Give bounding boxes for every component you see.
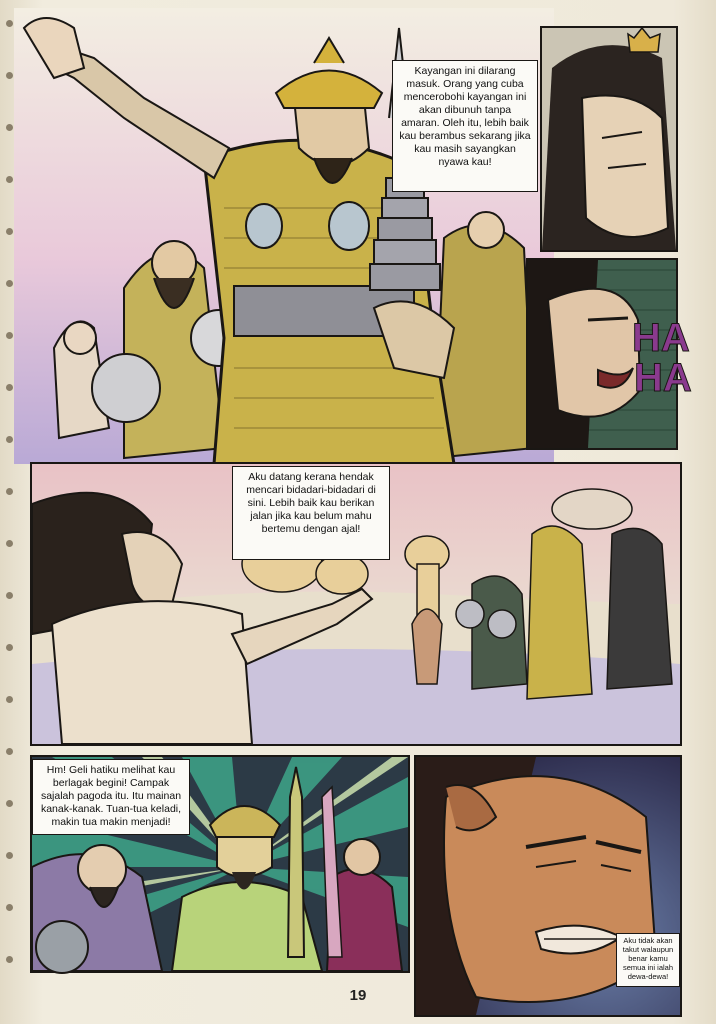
speech-bubble-general-mocking: Hm! Geli hatiku melihat kau berlagak begini! Campak sajalah pagoda itu. Itu mainan kanak-kanak. Tuan-tua keladi, makin tua makin menjadi! <box>32 759 190 835</box>
crowned-youth-illustration <box>542 28 676 250</box>
panel-general-green-burst <box>30 755 410 973</box>
panel-confrontation-landscape <box>30 462 682 746</box>
panel-hero-closeup <box>414 755 682 1017</box>
speech-bubble-hero-defiant: Aku tidak akan takut walaupun benar kamu semua ini ialah dewa-dewa! <box>616 933 680 987</box>
sound-effect-ha-1: HA <box>632 316 690 360</box>
speech-bubble-general: Kayangan ini dilarang masuk. Orang yang cuba mencerobohi kayangan ini akan dibunuh tanpa amaran. Oleh itu, lebih baik kau berambus sekarang jika kau masih sayangkan nyawa kau! <box>392 60 538 192</box>
speech-bubble-hero: Aku datang kerana hendak mencari bidadari-bidadari di sini. Lebih baik kau berikan jalan jika kau belum mahu bertemu dengan ajal! <box>232 466 390 560</box>
panel-laughing-face <box>526 258 692 450</box>
sound-effect-ha-2: HA <box>634 356 692 400</box>
panel-general-with-pagoda <box>14 8 554 464</box>
page-number: 19 <box>349 987 367 1004</box>
panel-closeup-crowned-youth <box>540 26 678 252</box>
